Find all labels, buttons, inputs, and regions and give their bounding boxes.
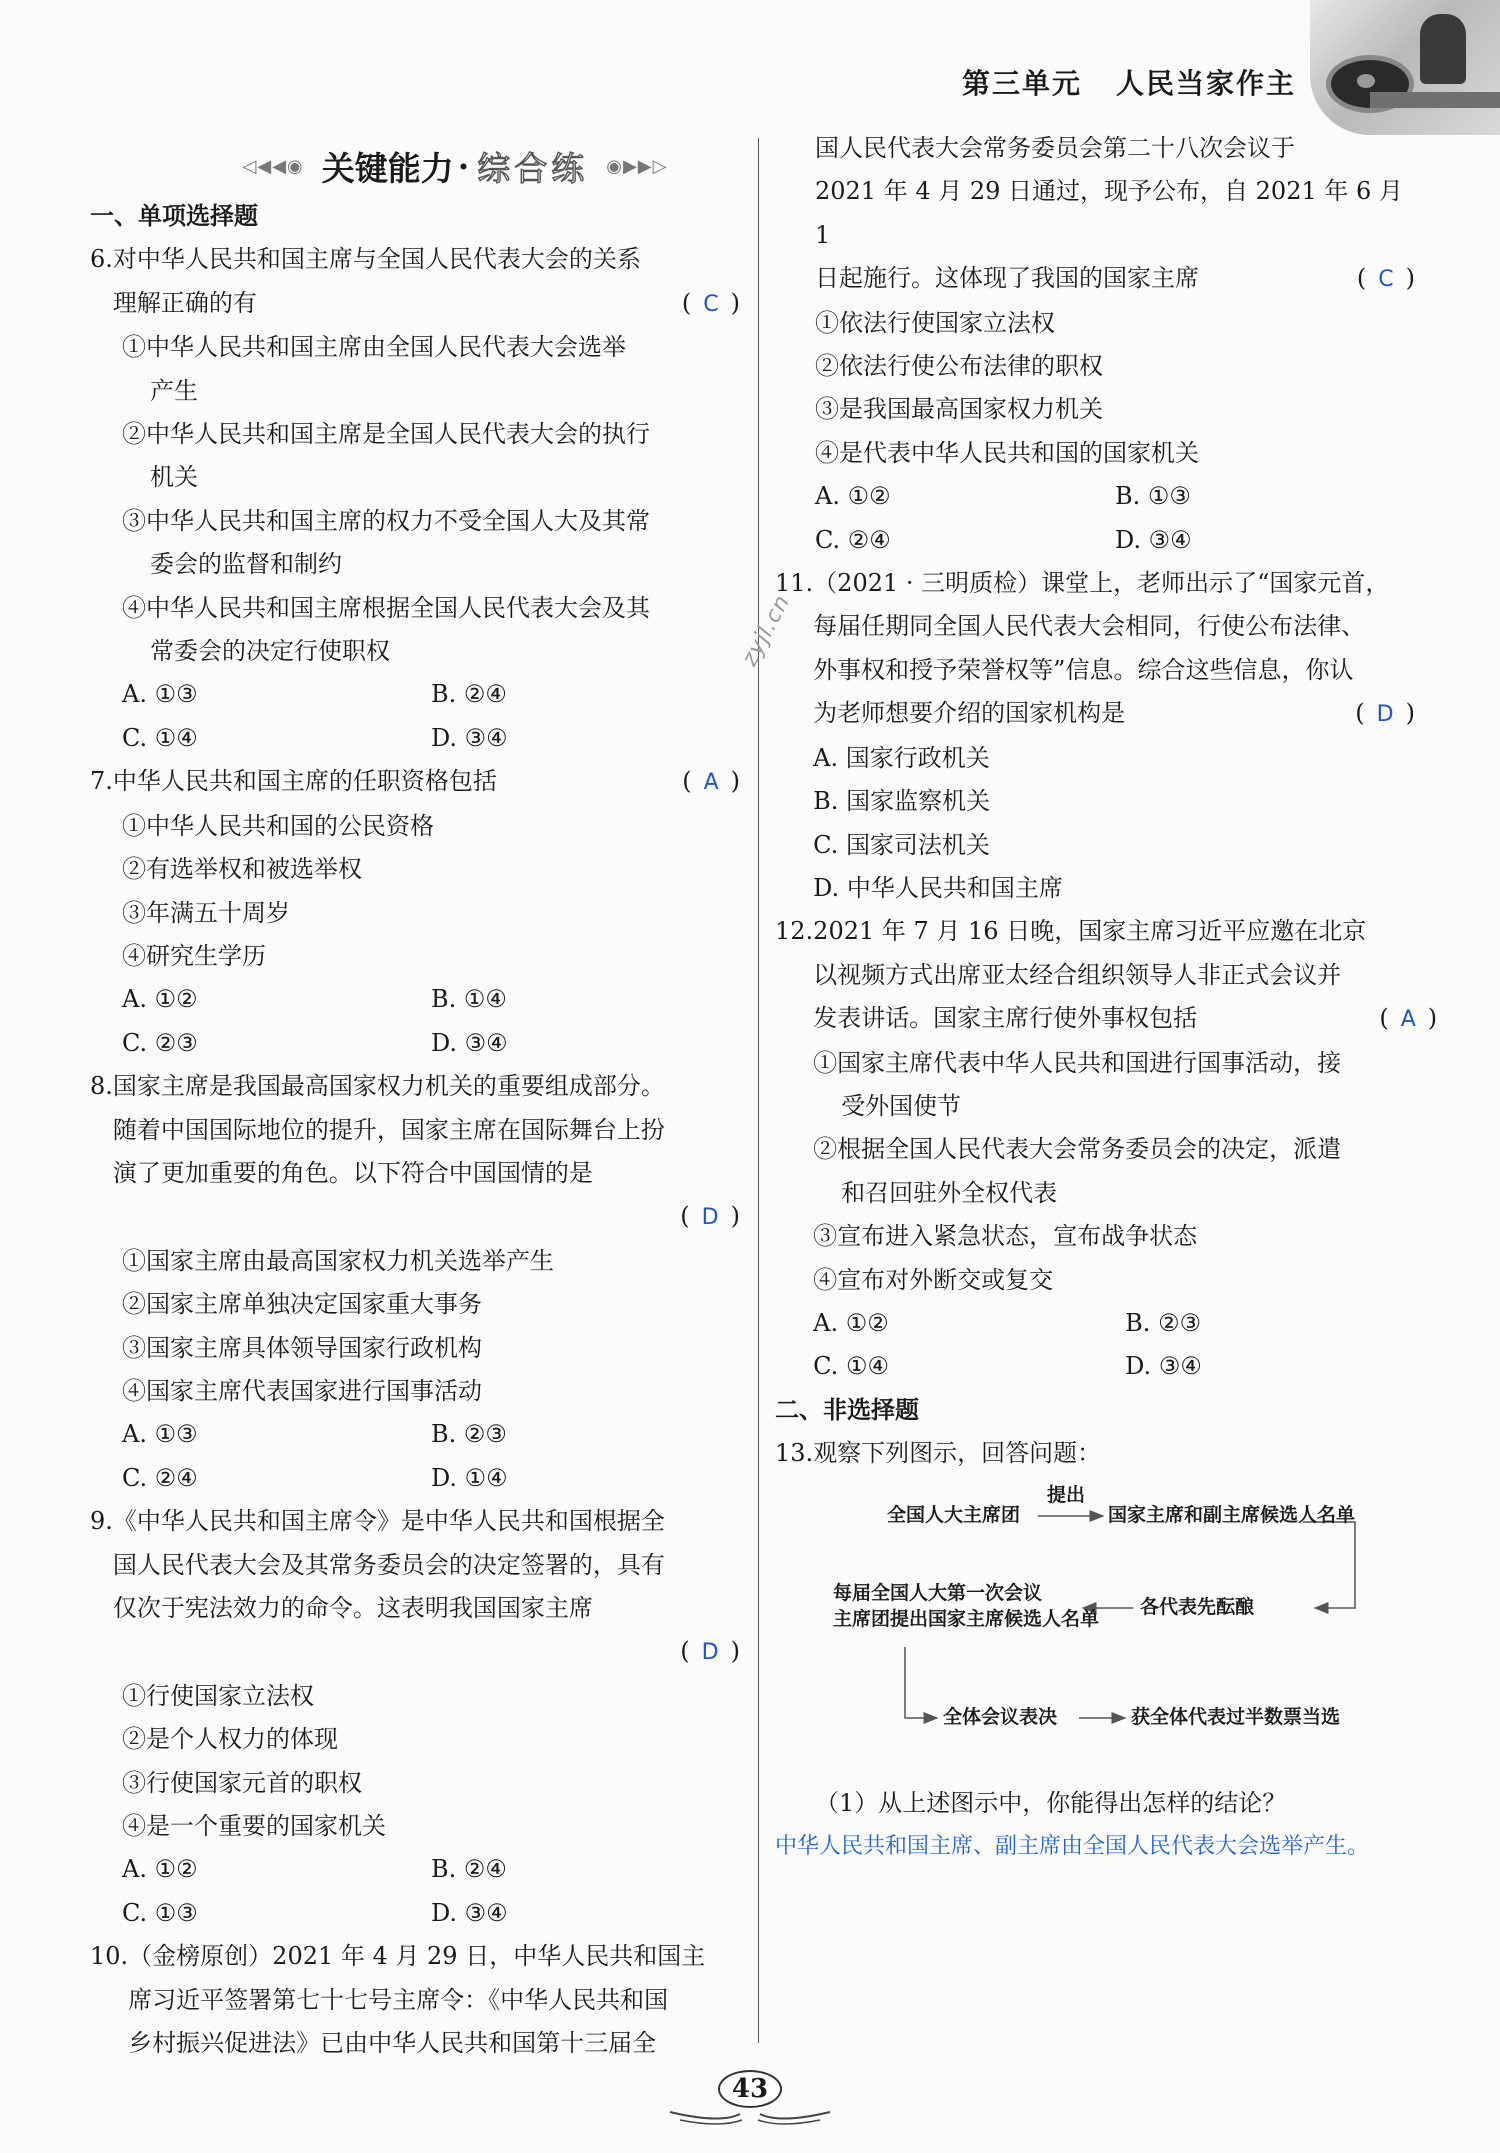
- left-column: [90, 195, 740, 2065]
- question-13: [775, 1432, 1415, 1868]
- answer-value: D: [701, 1205, 719, 1231]
- sub-question-1: （1）从上述图示中，你能得出怎样的结论？: [815, 1788, 1287, 1817]
- answer-value: D: [1376, 702, 1394, 728]
- unit-header: [962, 62, 1296, 102]
- answer-value: C: [703, 291, 719, 317]
- question-stem-line: 每届任期同全国人民代表大会相同，行使公布法律、: [813, 612, 1366, 641]
- question-stem-line: 仅次于宪法效力的命令。这表明我国国家主席: [112, 1594, 593, 1622]
- statement: ④国家主席代表国家进行国事活动: [122, 1376, 482, 1405]
- answer-bracket: ( A ): [682, 767, 740, 796]
- flow-node-first-session: 每届全国人大第一次会议: [833, 1581, 1043, 1604]
- statement: ②有选举权和被选举权: [122, 855, 362, 884]
- question-10-part2: [775, 127, 1415, 562]
- statement: ①中华人民共和国主席由全国人民代表大会选举: [122, 333, 626, 362]
- question-10-part1: [90, 1935, 740, 2065]
- banner-right-deco: ◉▶▶▷: [606, 155, 668, 177]
- answer-value: C: [1378, 267, 1394, 293]
- choice-c: C. ①④: [122, 723, 198, 752]
- question-stem-line: 理解正确的有: [112, 288, 257, 317]
- statement: ②中华人民共和国主席是全国人民代表大会的执行: [122, 420, 650, 449]
- question-stem-line: 日起施行。这体现了我国的国家主席: [815, 264, 1199, 293]
- statement: ①依法行使国家立法权: [815, 308, 1055, 337]
- question-stem-line: 外事权和授予荣誉权等”信息。综合这些信息，你认: [813, 655, 1354, 684]
- question-stem-line: 国人民代表大会及其常务委员会的决定签署的，具有: [112, 1550, 665, 1579]
- page-number: [700, 2070, 800, 2108]
- column-divider: [758, 138, 759, 2043]
- statement: ③行使国家元首的职权: [122, 1768, 362, 1797]
- question-stem-line: 演了更加重要的角色。以下符合中国国情的是: [112, 1158, 593, 1187]
- choice-c: C. ②④: [815, 525, 891, 554]
- unit-title: 人民当家作主: [1116, 67, 1297, 100]
- statement-cont: 常委会的决定行使职权: [150, 637, 390, 666]
- flow-node-first-session-line2: 主席团提出国家主席候选人名单: [833, 1607, 1100, 1630]
- statement: ②根据全国人民代表大会常务委员会的决定，派遣: [813, 1135, 1342, 1164]
- question-stem-line: 发表讲话。国家主席行使外事权包括: [813, 1004, 1198, 1033]
- answer-value: D: [701, 1640, 719, 1666]
- flow-arrow-label: 提出: [1047, 1483, 1086, 1506]
- question-number: 9.: [90, 1507, 113, 1536]
- flow-node-vote: 全体会议表决: [943, 1705, 1058, 1728]
- statement: ③国家主席具体领导国家行政机构: [122, 1333, 482, 1362]
- question-number: 6.: [90, 245, 113, 274]
- question-stem-line: 《中华人民共和国主席令》是中华人民共和国根据全: [112, 1507, 665, 1536]
- choice-c: C. ①④: [813, 1352, 889, 1381]
- question-stem-line: （金榜原创）2021 年 4 月 29 日，中华人民共和国主: [128, 1942, 706, 1971]
- answer-bracket: ( D ): [680, 1202, 740, 1231]
- choice-b: B. ②④: [431, 1855, 507, 1884]
- choice-c: C. ①③: [122, 1898, 198, 1927]
- choice-b: B. ①③: [1115, 482, 1191, 511]
- statement: ③年满五十周岁: [122, 898, 290, 927]
- answer-1: 中华人民共和国主席、副主席由全国人民代表大会选举产生。: [775, 1834, 1370, 1859]
- choice-d: D. ①④: [431, 1463, 508, 1492]
- statement: ①国家主席由最高国家权力机关选举产生: [122, 1246, 554, 1275]
- choice-a: A. ①②: [813, 1308, 889, 1337]
- choice-a: A. ①③: [122, 1420, 198, 1449]
- flow-node-deliberate: 各代表先酝酿: [1140, 1595, 1255, 1618]
- banner-left-deco: ◁◀◀◉: [242, 155, 304, 177]
- choice-a: A. ①②: [815, 482, 891, 511]
- question-7: [90, 760, 740, 1065]
- statement-cont: 和召回驻外全权代表: [841, 1178, 1058, 1207]
- statement: ④中华人民共和国主席根据全国人民代表大会及其: [122, 593, 650, 622]
- question-stem-line: 2021 年 4 月 29 日通过，现予公布，自 2021 年 6 月 1: [815, 177, 1403, 249]
- statement: ④研究生学历: [122, 941, 266, 970]
- student-figure-icon: [1420, 14, 1466, 84]
- section-heading-single-choice: 一、单项选择题: [90, 202, 258, 230]
- question-stem-line: 对中华人民共和国主席与全国人民代表大会的关系: [112, 245, 641, 274]
- choice-c: C. ②④: [122, 1463, 198, 1492]
- answer-bracket: ( C ): [681, 288, 740, 317]
- choice-d: D. ③④: [1115, 525, 1192, 554]
- choice-b: B. ②④: [431, 680, 507, 709]
- statement-cont: 产生: [150, 376, 198, 405]
- choice-a: A. ①②: [122, 1855, 198, 1884]
- question-6: [90, 238, 740, 760]
- answer-bracket: ( A ): [1379, 1004, 1438, 1033]
- question-number: 8.: [90, 1072, 113, 1101]
- flow-diagram: [775, 1482, 1415, 1782]
- choice-c: C. ②③: [122, 1028, 198, 1057]
- option: B. 国家监察机关: [813, 787, 991, 816]
- section-banner: [175, 142, 735, 190]
- question-12: [775, 910, 1438, 1388]
- question-number: 12.: [775, 917, 814, 946]
- choice-b: B. ①④: [431, 985, 507, 1014]
- statement: ④宣布对外断交或复交: [813, 1265, 1054, 1294]
- question-stem-line: 为老师想要介绍的国家机构是: [813, 699, 1126, 728]
- question-number: 7.: [90, 767, 113, 796]
- statement-cont: 受外国使节: [841, 1091, 962, 1120]
- flow-node-presidium: 全国人大主席团: [887, 1503, 1021, 1526]
- banner-subtitle: 综合练: [477, 148, 589, 188]
- option: A. 国家行政机关: [813, 743, 990, 772]
- choice-a: A. ①③: [122, 680, 198, 709]
- choice-d: D. ③④: [1125, 1352, 1202, 1381]
- header-illustration: [1310, 0, 1500, 135]
- watermark: zyjl.cn: [737, 590, 796, 671]
- choice-d: D. ③④: [431, 1028, 508, 1057]
- banner-dot: ·: [457, 146, 470, 186]
- option: D. 中华人民共和国主席: [813, 873, 1063, 902]
- statement: ②依法行使公布法律的职权: [815, 352, 1103, 381]
- statement: ②是个人权力的体现: [122, 1725, 338, 1754]
- statement: ①中华人民共和国的公民资格: [122, 811, 434, 840]
- question-8: [90, 1065, 740, 1500]
- question-stem-line: 以视频方式出席亚太经合组织领导人非正式会议并: [813, 960, 1342, 989]
- question-stem-line: （2021 · 三明质检）课堂上，老师出示了“国家元首，: [813, 569, 1390, 598]
- statement-cont: 委会的监督和制约: [150, 550, 342, 579]
- flow-node-candidate-list: 国家主席和副主席候选人名单: [1108, 1503, 1356, 1526]
- question-number: 11.: [775, 569, 814, 598]
- choice-d: D. ③④: [431, 723, 508, 752]
- page-number-value: 43: [718, 2070, 782, 2108]
- desk-icon: [1370, 92, 1500, 108]
- statement-cont: 机关: [150, 463, 198, 492]
- answer-bracket: ( D ): [1355, 699, 1415, 728]
- choice-b: B. ②③: [1125, 1308, 1202, 1337]
- choice-d: D. ③④: [431, 1898, 508, 1927]
- question-stem-line: 2021 年 7 月 16 日晚，国家主席习近平应邀在北京: [813, 917, 1367, 946]
- question-stem-line: 观察下列图示，回答问题：: [813, 1439, 1102, 1468]
- answer-value: A: [1400, 1007, 1416, 1033]
- question-number: 10.: [90, 1942, 129, 1971]
- flow-node-elected: 获全体代表过半数票当选: [1131, 1705, 1341, 1728]
- statement: ②国家主席单独决定国家重大事务: [122, 1290, 482, 1319]
- question-9: [90, 1500, 740, 1935]
- page-ornament-icon: [660, 2108, 840, 2128]
- choice-b: B. ②③: [431, 1420, 507, 1449]
- statement: ③中华人民共和国主席的权力不受全国人大及其常: [122, 506, 650, 535]
- question-stem-line: 国家主席是我国最高国家权力机关的重要组成部分。: [112, 1072, 665, 1101]
- statement: ③宣布进入紧急状态，宣布战争状态: [813, 1222, 1198, 1251]
- unit-label: 第三单元: [962, 67, 1083, 100]
- question-stem-line: 席习近平签署第七十七号主席令：《中华人民共和国: [128, 1985, 669, 2014]
- section-heading-non-choice: 二、非选择题: [775, 1395, 919, 1424]
- answer-value: A: [703, 770, 719, 796]
- statement: ①国家主席代表中华人民共和国进行国事活动，接: [813, 1048, 1342, 1077]
- answer-bracket: ( C ): [1356, 264, 1415, 293]
- statement: ①行使国家立法权: [122, 1681, 314, 1710]
- option: C. 国家司法机关: [813, 830, 990, 859]
- choice-a: A. ①②: [122, 985, 198, 1014]
- statement: ④是一个重要的国家机关: [122, 1812, 386, 1841]
- question-stem-line: 国人民代表大会常务委员会第二十八次会议于: [815, 134, 1295, 162]
- banner-title: 关键能力: [321, 148, 454, 188]
- question-stem-line: 中华人民共和国主席的任职资格包括: [112, 767, 497, 796]
- question-stem-line: 随着中国国际地位的提升，国家主席在国际舞台上扮: [112, 1115, 665, 1144]
- question-number: 13.: [775, 1439, 814, 1468]
- question-11: [775, 562, 1415, 910]
- answer-bracket: ( D ): [680, 1637, 740, 1666]
- statement: ③是我国最高国家权力机关: [815, 395, 1103, 424]
- right-column: [775, 127, 1438, 1868]
- question-stem-line: 乡村振兴促进法》已由中华人民共和国第十三届全: [128, 2029, 657, 2058]
- statement: ④是代表中华人民共和国的国家机关: [815, 438, 1199, 467]
